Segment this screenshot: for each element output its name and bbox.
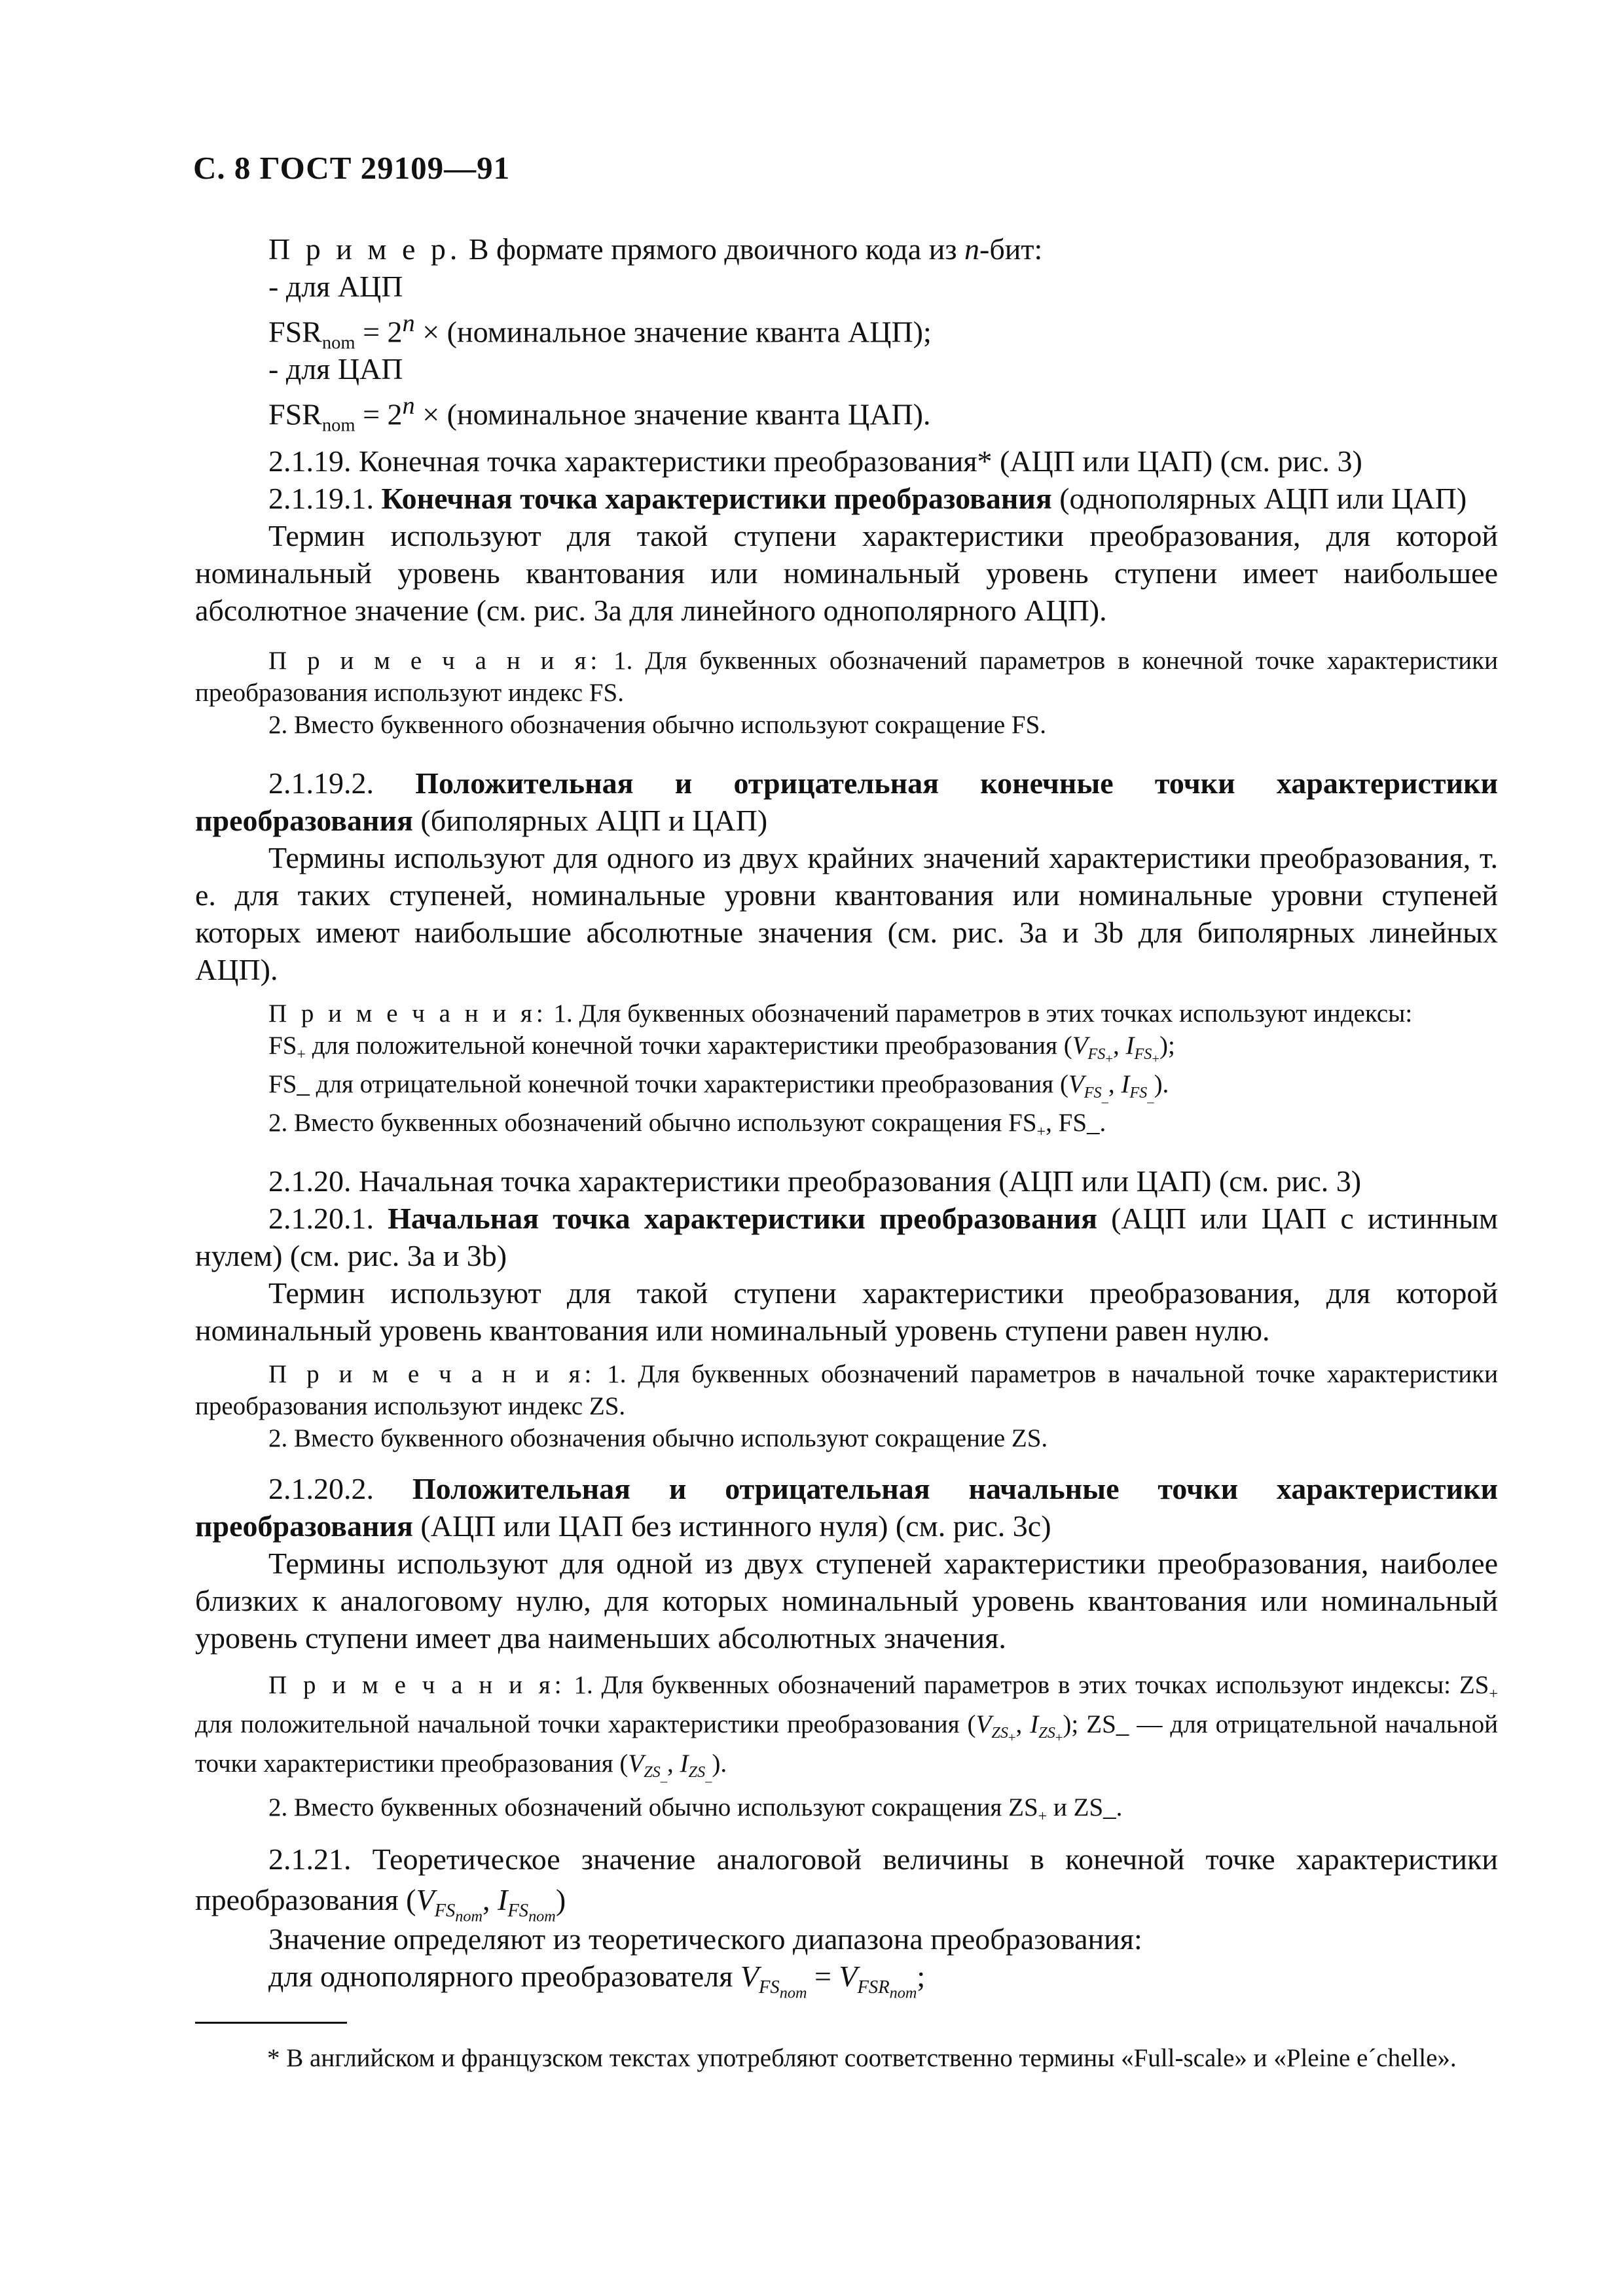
section-2-1-19-1-note1: П р и м е ч а н и я: 1. Для буквенных обозначений параметров в конечной точке характеристики преобразования используют индекс FS. — [195, 646, 1498, 707]
section-2-1-20-1-note2: 2. Вместо буквенного обозначения обычно используют сокращение ZS. — [268, 1424, 1048, 1452]
example-adc-formula: $FSR_{nom} = 2^n$ × (номинальное значение кванта АЦП); — [268, 310, 932, 353]
section-2-1-19-2-fsplus: $FS_+$ для положительной конечной точки характеристики преобразования ($V_{FS_+}$, $I_{FS_+}$); — [268, 1031, 1175, 1067]
footnote: * В английском и французском текстах употребляют соответственно термины «Full-scale» и «Pleine e´chelle». — [267, 2044, 1457, 2072]
section-2-1-21-body1: Значение определяют из теоретического диапазона преобразования: — [268, 1922, 1142, 1956]
section-2-1-19-2-fsminus: FS_ для отрицательной конечной точки характеристики преобразования ($V_{FS_{\_}}$, $I_{FS_{\_}}$). — [268, 1069, 1169, 1105]
section-2-1-21-body2: для однополярного преобразователя $V_{FS_{nom}} = V_{FSR_{nom}}$; — [268, 1959, 926, 2001]
section-2-1-20-2-body: Термины используют для одной из двух ступеней характеристики преобразования, наиболее близких к аналоговому нулю, для которых номинальный уровень квантования или номинальный уровень ступени имеет два наименьших абсолютных значения. — [195, 1546, 1498, 1655]
section-2-1-19-1-note2: 2. Вместо буквенного обозначения обычно используют сокращение FS. — [268, 710, 1047, 739]
footnote-divider — [195, 2022, 347, 2024]
page-header: С. 8 ГОСТ 29109—91 — [193, 150, 511, 186]
section-2-1-19-2-body: Термины используют для одного из двух крайних значений характеристики преобразования, т. е. для таких ступеней, номинальные уровни квантования или номинальные уровни ступеней которых имеют наибольшие абсолютные значения (см. рис. 3а и 3b для биполярных линейных АЦП). — [195, 840, 1498, 986]
section-2-1-19-2-note2: 2. Вместо буквенных обозначений обычно используют сокращения $FS_+$, FS_. — [268, 1108, 1106, 1141]
example-intro: П р и м е р. В формате прямого двоичного кода из n-бит: — [268, 232, 1043, 266]
section-2-1-19-1-title: 2.1.19.1. Конечная точка характеристики преобразования (однополярных АЦП или ЦАП) — [268, 481, 1467, 515]
section-2-1-20-1-body: Термин используют для такой ступени характеристики преобразования, для которой номинальный уровень квантования или номинальный уровень ступени равен нулю. — [195, 1276, 1498, 1347]
section-2-1-21-title: 2.1.21. Теоретическое значение аналоговой величины в конечной точке характеристики преобразования ($V_{FS_{nom}}$, $I_{FS_{nom}}$) — [195, 1842, 1498, 1925]
section-2-1-19-2-title: 2.1.19.2. Положительная и отрицательная конечные точки характеристики преобразования (биполярных АЦП и ЦАП) — [195, 766, 1499, 837]
section-2-1-20-1-note1: П р и м е ч а н и я: 1. Для буквенных обозначений параметров в начальной точке характеристики преобразования используют индекс ZS. — [195, 1359, 1498, 1420]
example-dac-formula: $FSR_{nom} = 2^n$ × (номинальное значение кванта ЦАП). — [268, 392, 931, 436]
section-2-1-19: 2.1.19. Конечная точка характеристики преобразования* (АЦП или ЦАП) (см. рис. 3) — [268, 444, 1362, 478]
section-2-1-19-1-body: Термин используют для такой ступени характеристики преобразования, для которой номинальный уровень квантования или номинальный уровень ступени имеет наибольшее абсолютное значение (см. рис. 3а для линейного однополярного АЦП). — [195, 518, 1498, 627]
section-2-1-20: 2.1.20. Начальная точка характеристики преобразования (АЦП или ЦАП) (см. рис. 3) — [268, 1164, 1362, 1198]
section-2-1-20-2-title: 2.1.20.2. Положительная и отрицательная начальные точки характеристики преобразования (АЦП или ЦАП без истинного нуля) (см. рис. 3с) — [195, 1471, 1498, 1543]
page-content — [195, 230, 1499, 2001]
example-dac-label: - для ЦАП — [268, 352, 403, 386]
section-2-1-20-1-title: 2.1.20.1. Начальная точка характеристики преобразования (АЦП или ЦАП с истинным нулем) (см. рис. 3а и 3b) — [195, 1201, 1499, 1272]
example-adc-label: - для АЦП — [268, 270, 403, 303]
section-2-1-20-2-note1: П р и м е ч а н и я: 1. Для буквенных обозначений параметров в этих точках используют индексы: $ZS_+$ для положительной начальной точки характеристики преобразования ($V_{ZS_+}$, $I_{ZS_+}$); ZS_ — для отрицательной начальной точки характеристики преобразования ($V_{ZS_{\_}}$, $I_{ZS_{\_}}$). — [195, 1670, 1499, 1785]
section-2-1-19-2-note1: П р и м е ч а н и я: 1. Для буквенных обозначений параметров в этих точках используют индексы: — [268, 999, 1413, 1028]
section-2-1-20-2-note2: 2. Вместо буквенных обозначений обычно используют сокращения $ZS_+$ и ZS_. — [268, 1793, 1123, 1825]
